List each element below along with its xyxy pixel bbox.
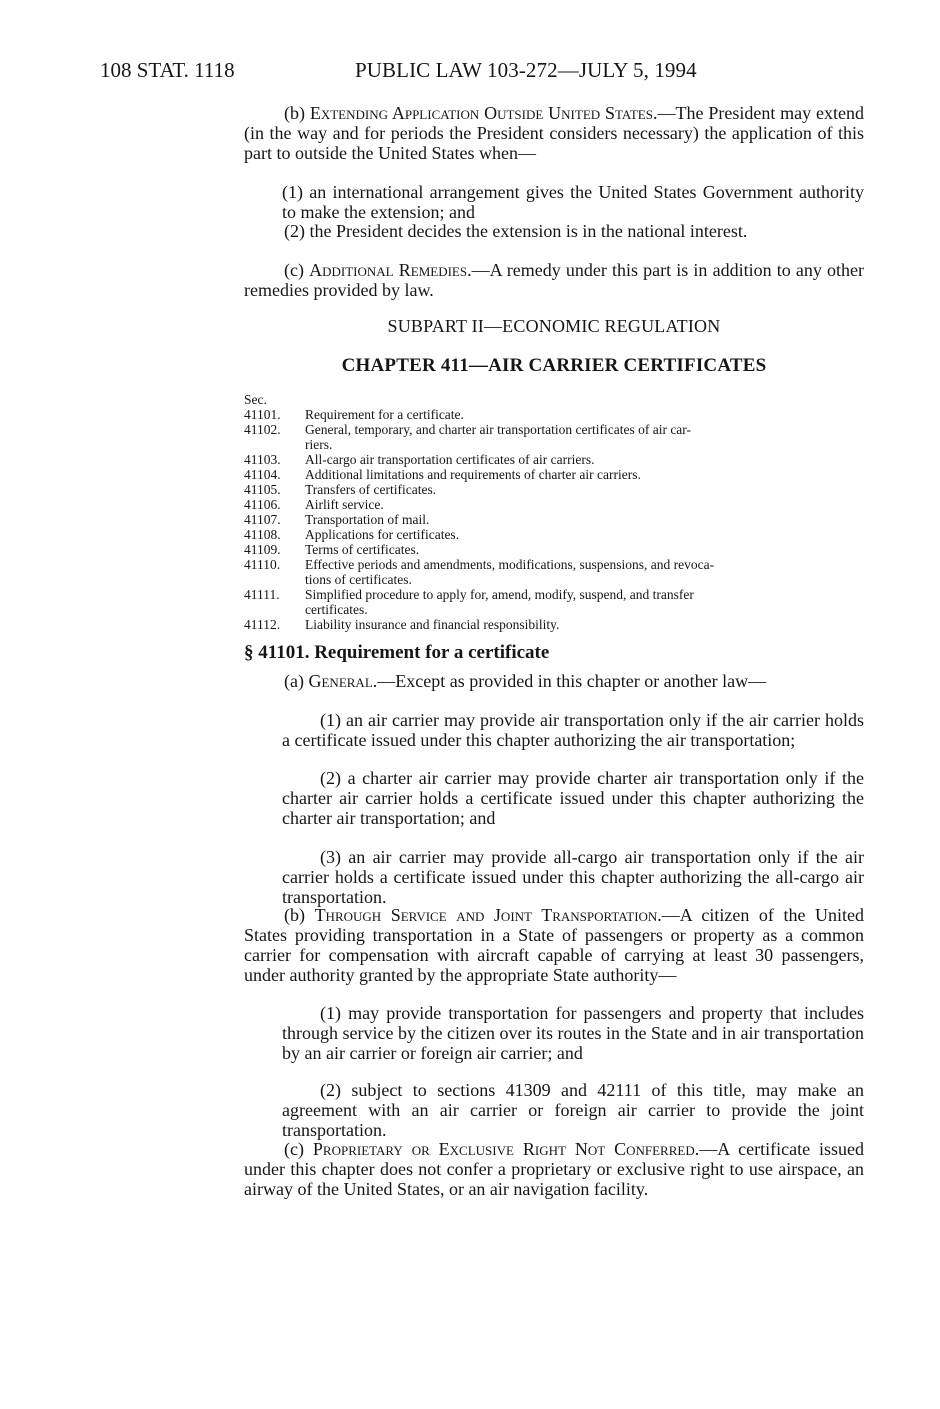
section-41101-heading: § 41101. Requirement for a certificate: [244, 642, 550, 663]
toc-entry: 41112. Liability insurance and financial responsibility.: [244, 617, 560, 632]
subsection-a-general: (a) General.—Except as provided in this chapter or another law—: [284, 671, 767, 691]
paragraph-item: (2) a charter air carrier may provide charter air transportation only if the charter air carrier holds a certificate issued under this chapter authorizing the charter air transportation; and: [282, 768, 864, 828]
paragraph-item: (1) an air carrier may provide air transportation only if the air carrier holds a certificate issued under this chapter authorizing the air transportation;: [282, 710, 864, 750]
subsection-heading: Additional Remedies.: [309, 260, 472, 280]
paragraph-item: (1) may provide transportation for passengers and property that includes through service by the citizen over its routes in the State and in air transportation by an air carrier or foreign air carrier; and: [282, 1003, 864, 1063]
toc-entry: 41102. General, temporary, and charter air transportation certificates of air car-: [244, 422, 692, 437]
paragraph-item: (1) an international arrangement gives the United States Government authority to make the extension; and: [282, 182, 864, 222]
toc-entry: 41101. Requirement for a certificate.: [244, 407, 464, 422]
chapter-title: CHAPTER 411—AIR CARRIER CERTIFICATES: [341, 355, 767, 376]
toc-entry: 41111. Simplified procedure to apply for, amend, modify, suspend, and transfer: [244, 587, 694, 602]
toc-entry: 41104. Additional limitations and requirements of charter air carriers.: [244, 467, 641, 482]
page-header: [100, 58, 860, 88]
toc-entry: 41107. Transportation of mail.: [244, 512, 430, 527]
toc-entry-continuation: certificates.: [305, 602, 368, 617]
toc-entry: 41103. All-cargo air transportation certificates of air carriers.: [244, 452, 595, 467]
paragraph-item: (3) an air carrier may provide all-cargo air transportation only if the air carrier holds a certificate issued under this chapter authorizing the all-cargo air transportation.: [282, 847, 864, 907]
toc-entry: 41108. Applications for certificates.: [244, 527, 460, 542]
paragraph-item: (2) subject to sections 41309 and 42111 of this title, may make an agreement with an air carrier or foreign air carrier to provide the joint transportation.: [282, 1080, 864, 1140]
subsection-c-additional-remedies: (c) Additional Remedies.—A remedy under this part is in addition to any other remedies provided by law.: [244, 260, 864, 300]
section-table-of-contents: [244, 392, 864, 632]
toc-label: Sec.: [244, 392, 267, 407]
subsection-b-through-service: (b) Through Service and Joint Transportation.—A citizen of the United States providing transportation in a State of passengers or property as a common carrier for compensation with aircraft capable of carrying at least 30 passengers, under authority granted by the appropriate State authority—: [244, 905, 864, 985]
toc-entry: 41106. Airlift service.: [244, 497, 384, 512]
public-law-title: PUBLIC LAW 103-272—JULY 5, 1994: [355, 58, 697, 82]
toc-entry-continuation: tions of certificates.: [305, 572, 412, 587]
subsection-heading: Extending Application Outside United States.: [309, 103, 658, 123]
subsection-c-proprietary-right: (c) Proprietary or Exclusive Right Not Conferred.—A certificate issued under this chapter does not confer a proprietary or exclusive right to use airspace, an airway of the United States, or an air navigation facility.: [244, 1139, 864, 1199]
statute-page-number: 108 STAT. 1118: [100, 58, 235, 82]
subsection-heading: Proprietary or Exclusive Right Not Conferred.: [312, 1139, 700, 1159]
paragraph-item: (2) the President decides the extension is in the national interest.: [284, 221, 748, 241]
toc-entry: 41110. Effective periods and amendments, modifications, suspensions, and revoca-: [244, 557, 715, 572]
toc-entry-continuation: riers.: [305, 437, 333, 452]
toc-entry: 41109. Terms of certificates.: [244, 542, 420, 557]
subsection-b-extending-application: (b) Extending Application Outside United States.—The President may extend (in the way and for periods the President considers necessary) the application of this part to outside the United States when—: [244, 103, 864, 163]
subpart-title: SUBPART II—ECONOMIC REGULATION: [387, 316, 721, 336]
subsection-heading: General.: [308, 671, 378, 691]
toc-entry: 41105. Transfers of certificates.: [244, 482, 437, 497]
subsection-heading: Through Service and Joint Transportation.: [314, 905, 662, 925]
